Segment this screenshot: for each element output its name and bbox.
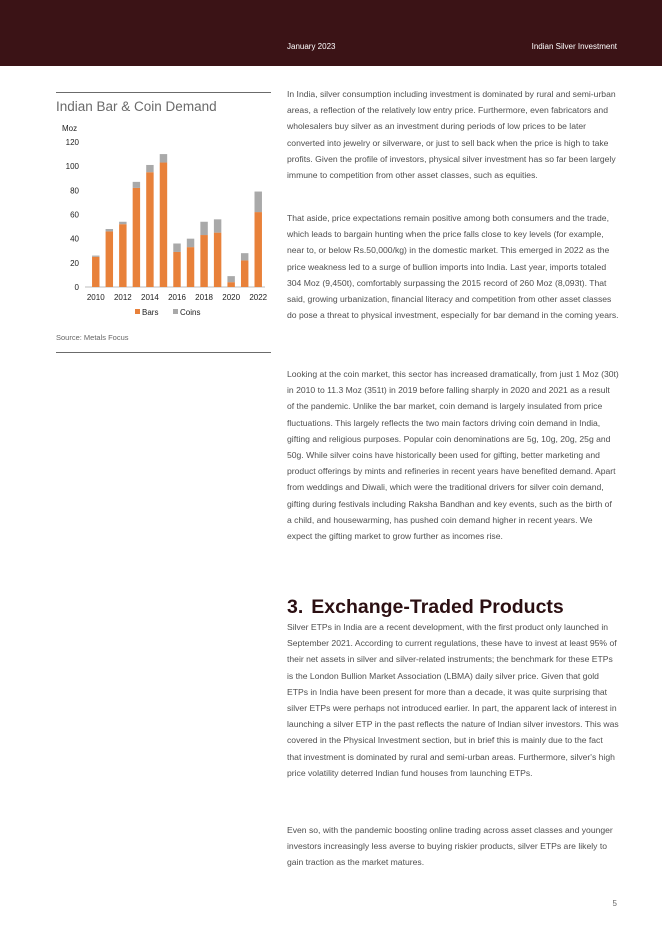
legend-label-coins: Coins	[180, 308, 201, 317]
section-number: 3.	[287, 596, 304, 618]
bar-bars-2018	[200, 235, 207, 287]
page-number: 5	[612, 899, 617, 908]
bar-coins-2013	[133, 182, 140, 188]
section-title: Exchange-Traded Products	[311, 596, 564, 618]
header-date: January 2023	[287, 42, 336, 51]
y-tick-label: 60	[70, 210, 79, 220]
bar-coins-2012	[119, 222, 126, 224]
paragraph-silver-etps: Silver ETPs in India are a recent development, with the first product only launched in September 2021. According to current regulations, these have to invest at least 95% of their net assets in silver and silver-related instruments; the benchmark for these ETPs is the London Bullion Market Association (LBMA) daily silver price. Given that gold ETPs in India have been present for more than a decade, it was quite surprising that silver ETPs were perhaps not introduced earlier. In part, the apparent lack of interest in launching a silver ETP in the past reflects the nature of Indian silver investors. This was covered in the Physical Investment section, but in brief this is mainly due to the fact that investment is dominated by rural and semi-urban areas. Furthermore, silver's high price volatility deterred Indian fund houses from launching ETPs.	[287, 622, 619, 778]
bar-coins-2011	[106, 229, 113, 231]
x-tick-label: 2016	[168, 293, 186, 302]
bar-coins-2021	[241, 253, 248, 260]
paragraph-price-expectations: That aside, price expectations remain positive among both consumers and the trade, which leads to bargain hunting when the price falls close to key levels (for example, near to, or below Rs.50,000/kg) in the domestic market. This emerged in 2022 as the price weakness led to a surge of bullion imports into India. Last year, imports totaled 304 Moz (9,450t), comfortably surpassing the 2015 record of 260 Moz (8,093t). That said, growing urbanization, financial literacy and competition from other asset classes do pose a threat to physical investment, especially for bar demand in the coming years.	[287, 213, 619, 321]
chart-source: Source: Metals Focus	[56, 333, 129, 342]
bar-bars-2017	[187, 247, 194, 287]
bar-bars-2012	[119, 224, 126, 287]
y-tick-label: 100	[65, 162, 79, 172]
bar-bars-2022	[255, 212, 262, 287]
y-tick-label: 80	[70, 186, 79, 196]
bar-coins-2017	[187, 239, 194, 247]
y-tick-label: 0	[74, 283, 79, 292]
legend-swatch-coins	[173, 309, 178, 314]
y-tick-label: 40	[70, 234, 79, 244]
section-heading	[287, 596, 564, 619]
x-tick-label: 2018	[195, 293, 213, 302]
x-tick-label: 2022	[249, 293, 268, 302]
x-tick-label: 2020	[222, 293, 241, 302]
paragraph-rural-demand: In India, silver consumption including investment is dominated by rural and semi-urban areas, a reflection of the relatively low entry price. Furthermore, even fabricators and wholesalers buy silver as an investment during periods of low prices to be later converted into jewelry or silverware, or just to sell back when the price is high to take profits. Given the profile of investors, physical silver investment has so far been largely immune to competition from other asset classes, such as equities.	[287, 89, 616, 181]
legend-label-bars: Bars	[142, 308, 159, 317]
bar-coins-2016	[173, 244, 180, 252]
bar-coins-2018	[200, 222, 207, 235]
bar-bars-2020	[227, 282, 234, 287]
bar-bars-2013	[133, 188, 140, 287]
bar-bars-2021	[241, 260, 248, 287]
x-tick-label: 2012	[113, 293, 132, 302]
bar-coins-2015	[160, 154, 167, 162]
bar-bars-2014	[146, 172, 153, 287]
header-band	[0, 0, 662, 66]
y-tick-label: 20	[70, 258, 79, 268]
legend-swatch-bars	[135, 309, 140, 314]
bar-coins-2019	[214, 219, 221, 232]
chart-title: Indian Bar & Coin Demand	[56, 99, 217, 114]
x-tick-label: 2014	[141, 293, 159, 302]
bar-bars-2016	[173, 252, 180, 287]
bar-coins-2022	[255, 192, 262, 213]
bar-bars-2019	[214, 233, 221, 287]
bar-bars-2011	[106, 231, 113, 287]
bar-bars-2010	[92, 257, 99, 287]
y-axis-label: Moz	[62, 124, 78, 133]
bar-bars-2015	[160, 163, 167, 287]
bar-coins-2020	[227, 276, 234, 282]
paragraph-coin-market: Looking at the coin market, this sector has increased dramatically, from just 1 Moz (30t) in 2010 to 11.3 Moz (351t) in 2019 before falling sharply in 2020 and 2021 as a result of the pandemic. Unlike the bar market, coin demand is largely insulated from price fluctuations. This largely reflects the two main factors driving coin demand in India, gifting and religious purposes. Popular coin denominations are 5g, 10g, 20g, 25g and 50g. While silver coins have historically been used for gifting, better marketing and product offerings by mints and refineries in recent years have benefited demand. Apart from weddings and Diwali, which were the traditional drivers for silver coin demand, gifting during festivals including Raksha Bandhan and key events, such as the birth of a child, and housewarming, has pushed coin demand higher in recent years. We expect the gifting market to grow further as incomes rise.	[287, 369, 619, 542]
bar-coins-2014	[146, 165, 153, 172]
paragraph-etp-outlook: Even so, with the pandemic boosting online trading across asset classes and younger investors increasingly less averse to buying riskier products, silver ETPs are likely to gain traction as the market matures.	[287, 825, 613, 868]
header-title: Indian Silver Investment	[531, 42, 617, 51]
x-tick-label: 2010	[86, 293, 105, 302]
y-tick-label: 120	[65, 138, 79, 147]
bar-coins-2010	[92, 256, 99, 257]
bar-chart	[56, 121, 271, 321]
chart-panel	[56, 92, 271, 353]
